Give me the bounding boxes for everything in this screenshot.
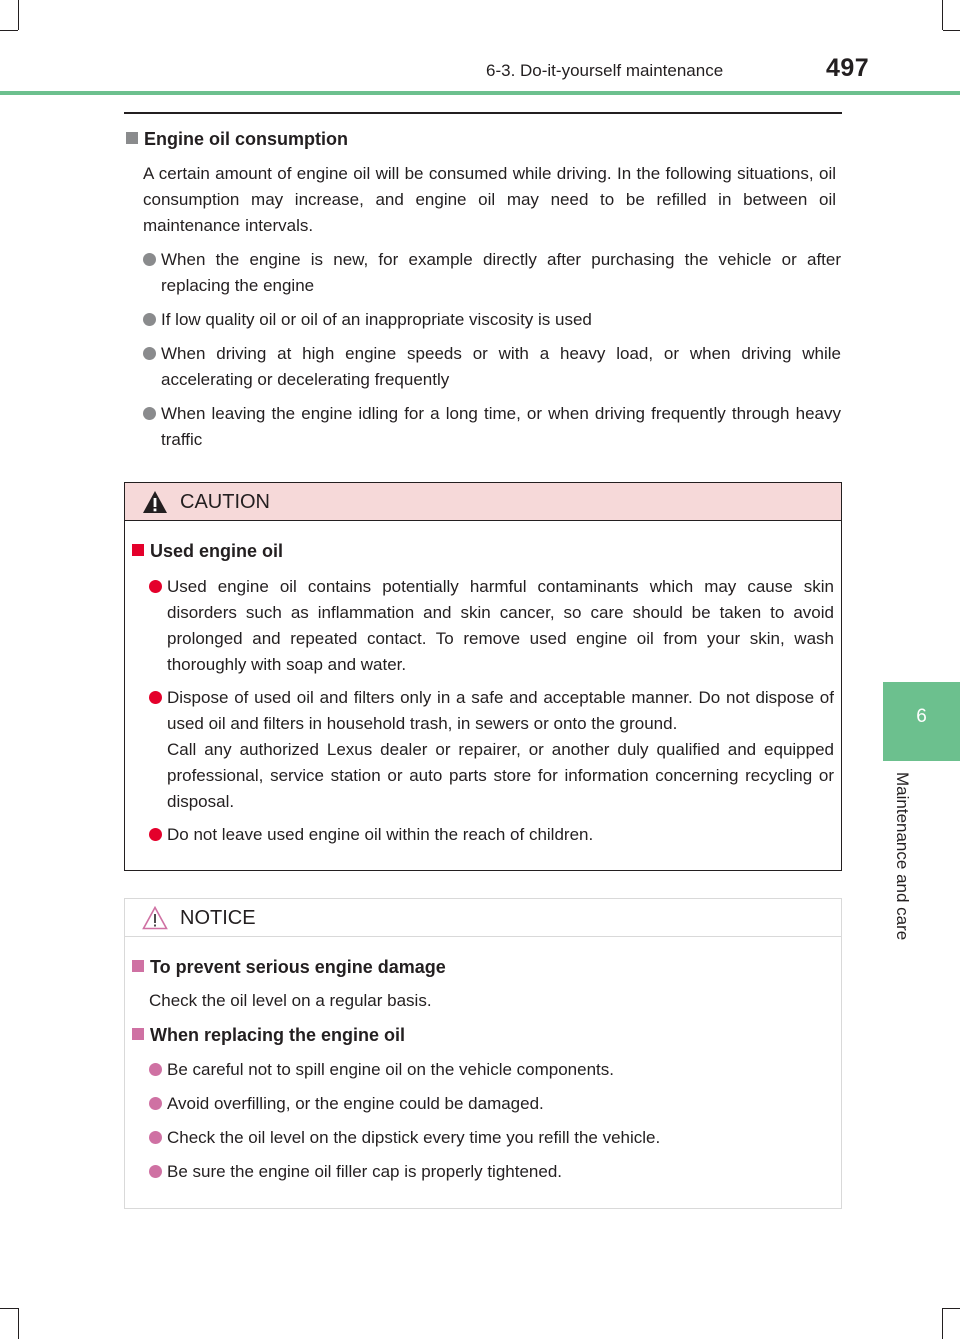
crop-mark [18,1308,19,1339]
crop-mark [0,30,18,31]
square-bullet-icon [132,960,144,972]
round-bullet-icon [149,1131,162,1144]
chapter-tab [883,682,960,761]
round-bullet-icon [149,691,162,704]
list-item-text: When the engine is new, for example directly after purchasing the vehicle or after replacing the engine [161,250,841,295]
list-item [143,247,841,299]
round-bullet-icon [149,580,162,593]
crop-mark [942,1308,943,1339]
list-item [143,341,841,393]
list-item-text: Be sure the engine oil filler cap is properly tightened. [167,1162,563,1181]
list-item-text: Avoid overfilling, or the engine could be damaged. [167,1094,544,1113]
round-bullet-icon [149,1097,162,1110]
engine-oil-heading [126,129,348,150]
crop-mark [943,1308,960,1309]
round-bullet-icon [143,407,156,420]
notice-heading-2-text: When replacing the engine oil [150,1025,406,1045]
engine-oil-heading-text: Engine oil consumption [144,129,348,149]
section-rule [124,112,842,114]
page-number: 497 [826,54,870,82]
square-bullet-icon [126,132,138,144]
notice-heading-2 [132,1025,405,1046]
crop-mark [0,1308,18,1309]
chapter-number: 6 [916,705,927,727]
list-item-text: Dispose of used oil and filters only in a safe and acceptable manner. Do not dispose of used oil and filters in household trash, in sewers or onto the ground. [167,688,834,733]
list-item [143,307,841,333]
square-bullet-icon [132,544,144,556]
list-item [149,1091,829,1117]
list-item-text: If low quality oil or oil of an inappropriate viscosity is used [161,310,592,329]
list-item-continuation: Call any authorized Lexus dealer or repairer, or another duly qualified and equipped professional, service station or auto parts store for information concerning recycling or disposal. [167,740,834,811]
section-title: 6-3. Do-it-yourself maintenance [486,61,724,80]
list-item-text: Used engine oil contains potentially harmful contaminants which may cause skin disorders such as inflammation and skin cancer, so care should be taken to avoid prolonged and repeated contact. To remove used engine oil from your skin, wash thoroughly with soap and water. [167,577,834,674]
square-bullet-icon [132,1028,144,1040]
notice-text-1: Check the oil level on a regular basis. [149,991,432,1010]
list-item-text: Be careful not to spill engine oil on the vehicle components. [167,1060,614,1079]
engine-oil-intro: A certain amount of engine oil will be consumed while driving. In the following situations, oil consumption may increase, and engine oil may need to be refilled in between oil maintenance intervals. [143,164,836,235]
list-item [149,822,834,848]
list-item-text: When driving at high engine speeds or with a heavy load, or when driving while accelerating or decelerating frequently [161,344,841,389]
warning-triangle-icon [142,490,168,514]
round-bullet-icon [149,1165,162,1178]
notice-heading-1 [132,957,446,978]
caution-header [125,483,841,521]
header-rule [0,91,960,95]
list-item [149,1125,829,1151]
warning-triangle-icon [142,906,168,930]
round-bullet-icon [143,313,156,326]
caution-heading [132,541,283,562]
notice-heading-1-text: To prevent serious engine damage [150,957,446,977]
notice-box [124,898,842,1209]
crop-mark [942,0,943,30]
list-item [149,1159,829,1185]
round-bullet-icon [143,253,156,266]
chapter-label: Maintenance and care [893,772,912,941]
list-item-text: When leaving the engine idling for a long time, or when driving frequently through heavy traffic [161,404,841,449]
list-item [149,574,834,678]
round-bullet-icon [149,828,162,841]
crop-mark [943,30,960,31]
list-item-text: Check the oil level on the dipstick every time you refill the vehicle. [167,1128,661,1147]
crop-mark [18,0,19,30]
round-bullet-icon [149,1063,162,1076]
caution-title: CAUTION [180,491,270,513]
round-bullet-icon [143,347,156,360]
list-item [149,685,834,815]
notice-title: NOTICE [180,907,256,929]
list-item-text: Do not leave used engine oil within the reach of children. [167,825,594,844]
caution-heading-text: Used engine oil [150,541,284,561]
list-item [149,1057,829,1083]
caution-box [124,482,842,871]
notice-header [125,899,841,937]
list-item [143,401,841,453]
